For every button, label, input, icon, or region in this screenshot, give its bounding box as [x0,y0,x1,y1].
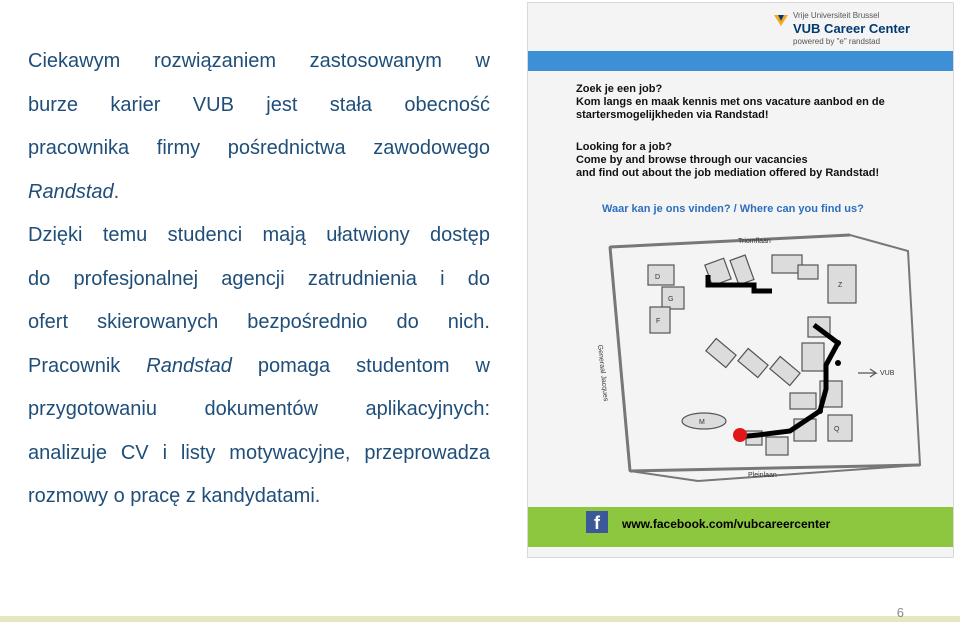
text-word: VUB [192,93,234,116]
facebook-icon: f [586,511,608,533]
map-road-label: Pleinlaan [748,472,777,479]
text-line [28,84,490,128]
building [730,255,754,285]
arrow-icon [858,369,876,377]
text-line: przygotowaniu dokumentów aplikacyjnych: [28,398,490,420]
text-line: rozmowy o pracę z kandydatami. [28,485,321,507]
text-word: obecność [404,93,491,116]
route-dot [835,340,841,346]
blue-band [528,51,953,71]
building [648,265,674,285]
building-label: M [699,419,705,426]
english-text [576,141,879,180]
dutch-line: startersmogelijkheden via Randstad! [576,109,769,121]
dutch-line: Kom langs en maak kennis met ons vacature aanbod en de [576,96,885,108]
building-label: F [656,318,661,325]
career-center-flyer [527,2,954,558]
text-word: rozwiązaniem [153,50,277,72]
text-line [28,171,490,215]
english-line: Come by and browse through our vacancies [576,154,808,166]
dutch-line: Zoek je een job? [576,83,663,95]
building [766,437,788,455]
where-heading: Waar kan je ons vinden? / Where can you find us? [602,203,864,215]
building-label: Q [834,426,840,433]
english-line: and find out about the job mediation offered by Randstad! [576,167,880,179]
text-word: stała [329,93,373,116]
building [706,339,736,368]
text-line: analizuje CV i listy motywacyjne, przeprowadza [28,441,490,464]
text-word: Ciekawym [28,50,121,72]
building-label: D [655,274,661,281]
building [798,265,818,279]
route-dot [835,360,841,366]
facebook-link[interactable]: www.facebook.com/vubcareercenter [622,517,831,531]
text-line: Dzięki temu studenci mają ułatwiony dostęp [28,224,490,246]
text-line: pracownika firmy pośrednictwa zawodowego [28,137,490,159]
text-word: w [475,50,490,72]
campus-map [558,225,928,490]
text-word: jest [266,93,298,116]
vub-logo-icon [774,13,788,27]
building [738,349,768,378]
logo-university: Vrije Universiteit Brussel [793,11,880,20]
footer-line [0,616,960,622]
building [828,415,852,441]
logo-powered: powered by "e" randstad [793,37,881,46]
text-word: pomaga studentom w [257,354,490,377]
route-dot [817,408,823,414]
text-word: karier [110,93,161,116]
road-top [610,235,850,247]
map-label: VUB [880,370,895,377]
building [802,343,824,371]
english-line: Looking for a job? [576,141,672,153]
logo-title: VUB Career Center [793,21,911,36]
text-word: Pracownik [28,354,121,377]
text-line [28,345,490,389]
brand-name: Randstad [28,180,114,203]
text-word: zastosowanym [309,50,442,72]
text-line: do profesjonalnej agencji zatrudnienia i do [28,267,490,290]
map-road-label: Generaal Jacques [596,344,609,402]
building [790,393,816,409]
building [770,357,800,386]
building-label: G [668,296,674,303]
text-word: . [113,180,120,203]
text-word: burze [28,93,79,116]
text-line: ofert skierowanych bezpośrednio do nich. [28,311,490,333]
dutch-text [576,83,885,122]
body-paragraph [28,40,490,519]
road-left [610,247,630,471]
building-label: Z [838,282,843,289]
map-road-label: Triomflaan [738,238,771,245]
brand-name: Randstad [146,354,232,377]
page-number: 6 [896,605,904,620]
text-line [28,40,490,84]
location-marker-icon [733,428,747,442]
vub-logo-text [793,11,910,47]
